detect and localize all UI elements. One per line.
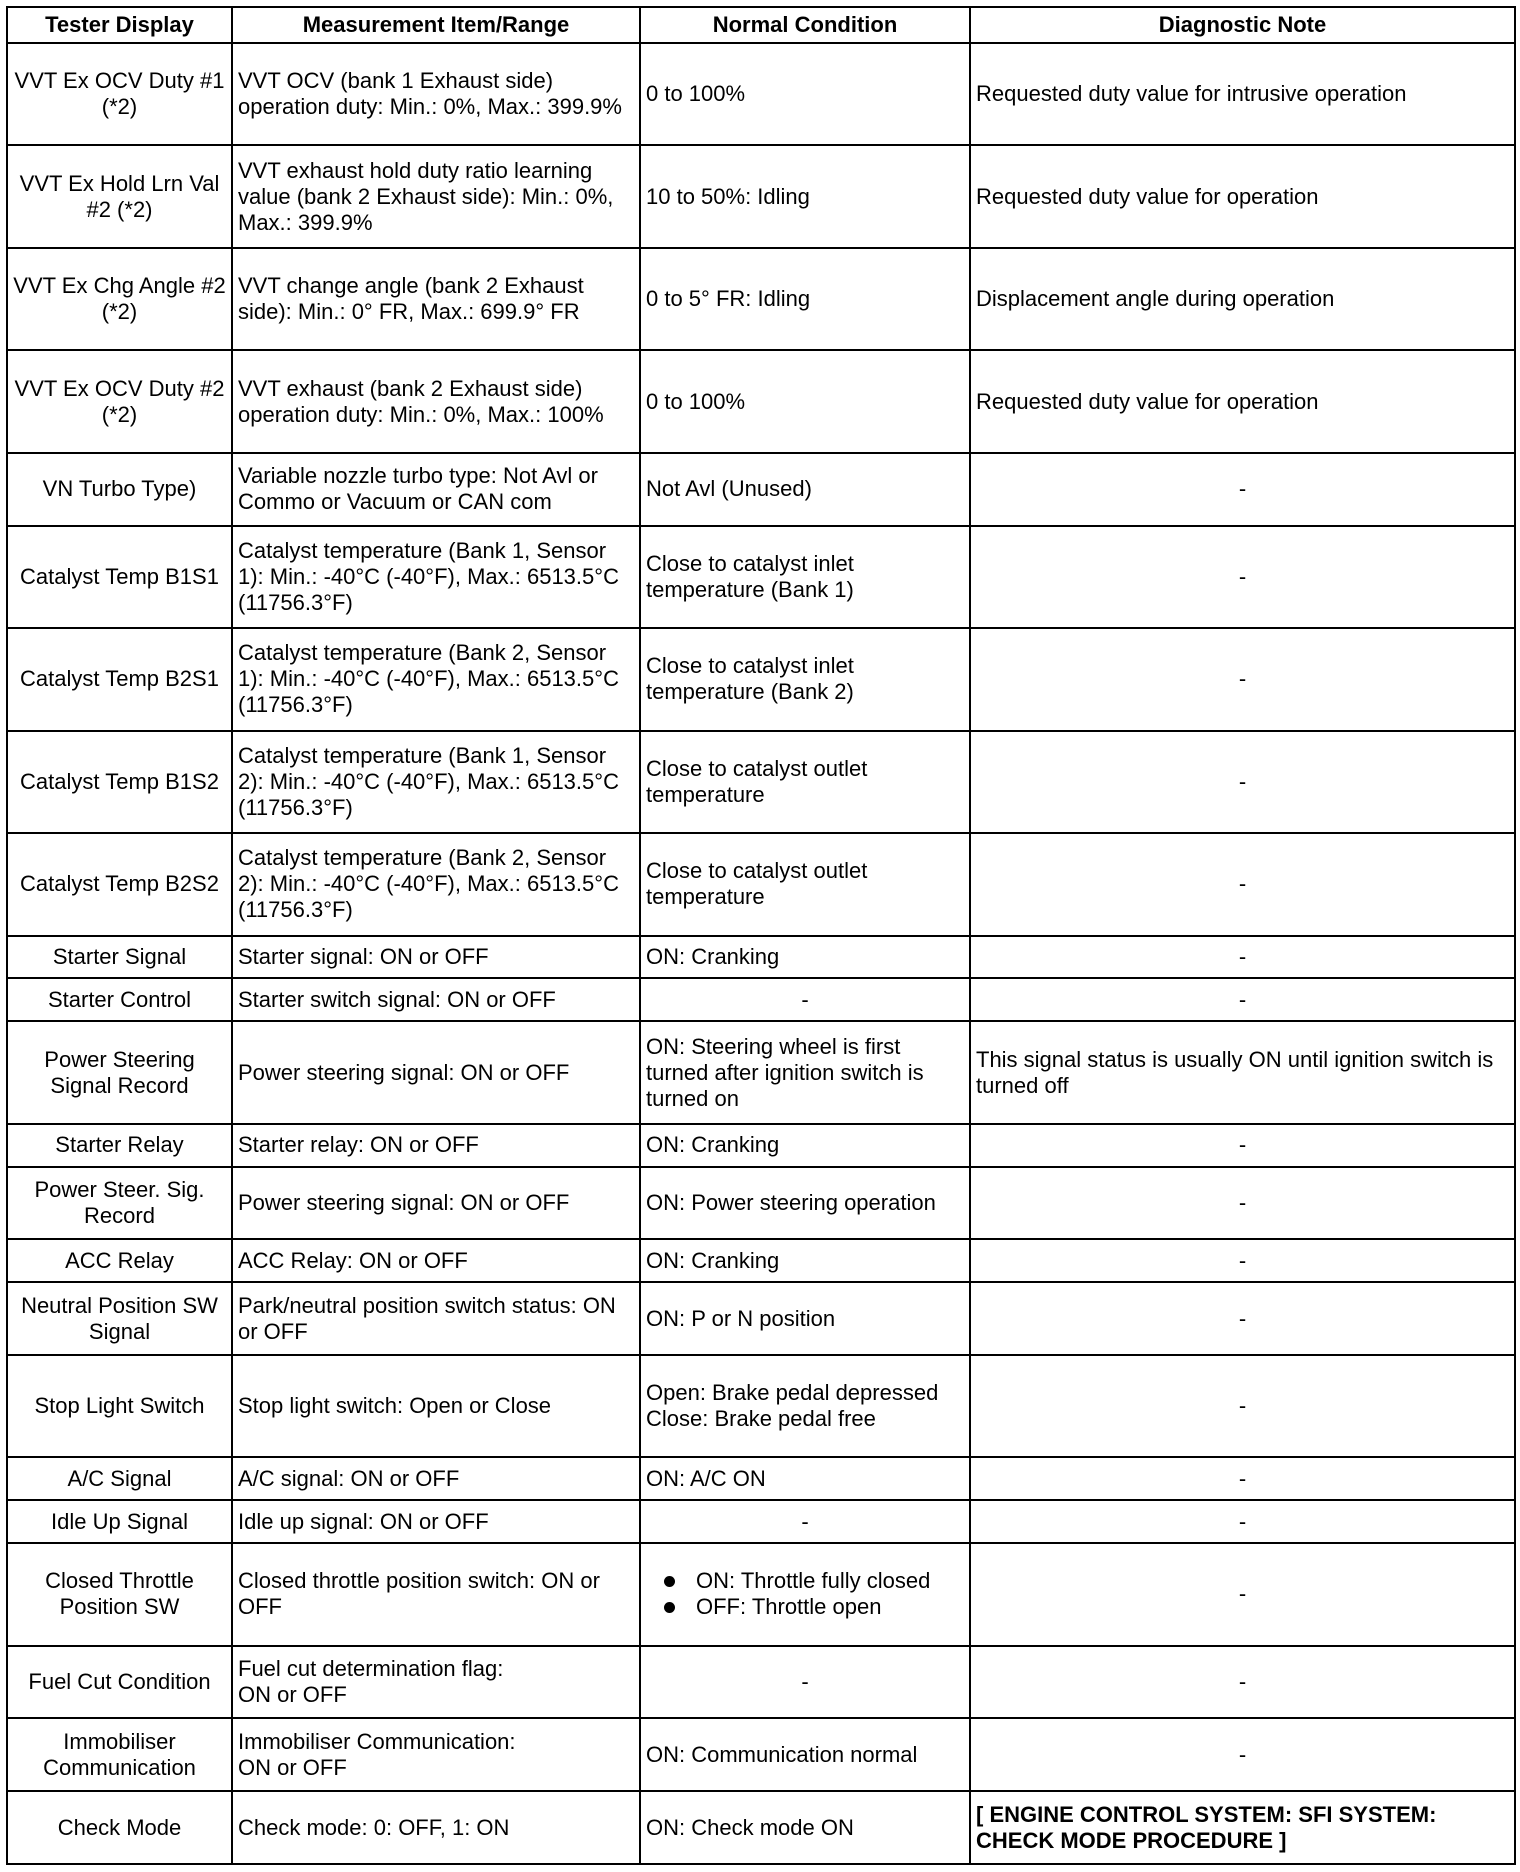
tester-display-cell: Catalyst Temp B2S1 — [7, 628, 232, 730]
diagnostic-note-cell: Requested duty value for operation — [970, 350, 1515, 452]
table-row — [7, 1791, 1515, 1864]
diagnostic-note-cell: [ ENGINE CONTROL SYSTEM: SFI SYSTEM: CHECK MODE PROCEDURE ] — [970, 1791, 1515, 1864]
normal-condition-cell: ON: Cranking — [640, 1124, 970, 1167]
diagnostic-note-cell: - — [970, 1355, 1515, 1457]
header-tester-display: Tester Display — [7, 7, 232, 43]
normal-condition-cell: - — [640, 1500, 970, 1543]
measurement-range-line: Fuel cut determination flag: — [238, 1656, 504, 1682]
table-row — [7, 1457, 1515, 1500]
tester-display-cell: Power Steer. Sig. Record — [7, 1167, 232, 1240]
table-row — [7, 628, 1515, 730]
measurement-range-cell: VVT change angle (bank 2 Exhaust side): Min.: 0° FR, Max.: 699.9° FR — [232, 248, 640, 350]
measurement-range-line: ON or OFF — [238, 1682, 347, 1708]
measurement-range-cell: Closed throttle position switch: ON or OFF — [232, 1543, 640, 1645]
measurement-range-cell: Variable nozzle turbo type: Not Avl or Commo or Vacuum or CAN com — [232, 453, 640, 526]
table-row — [7, 350, 1515, 452]
tester-display-cell: Neutral Position SW Signal — [7, 1282, 232, 1355]
bullet-dot-icon — [664, 1576, 675, 1587]
diagnostic-note-cell: - — [970, 453, 1515, 526]
table-row — [7, 526, 1515, 628]
diagnostic-note-cell: - — [970, 526, 1515, 628]
table-header-row — [7, 7, 1515, 43]
measurement-range-cell: Catalyst temperature (Bank 2, Sensor 2): Min.: -40°C (-40°F), Max.: 6513.5°C (11756.3°F) — [232, 833, 640, 935]
diagnostic-note-cell: Requested duty value for intrusive operation — [970, 43, 1515, 145]
measurement-range-cell: Starter signal: ON or OFF — [232, 936, 640, 979]
bullet-dot-icon — [664, 1602, 675, 1613]
table-row — [7, 1021, 1515, 1123]
tester-display-cell: Catalyst Temp B1S1 — [7, 526, 232, 628]
measurement-range-cell: Starter switch signal: ON or OFF — [232, 978, 640, 1021]
normal-condition-cell: Close to catalyst inlet temperature (Bank 2) — [640, 628, 970, 730]
diagnostic-note-cell: - — [970, 628, 1515, 730]
normal-condition-cell: 0 to 100% — [640, 350, 970, 452]
measurement-range-cell — [232, 1718, 640, 1791]
diagnostic-note-cell: - — [970, 1646, 1515, 1719]
diagnostic-note-cell: - — [970, 1167, 1515, 1240]
normal-condition-line: Open: Brake pedal depressed — [646, 1380, 939, 1406]
tester-display-cell: Power Steering Signal Record — [7, 1021, 232, 1123]
tester-display-cell: Fuel Cut Condition — [7, 1646, 232, 1719]
header-measurement-item-range: Measurement Item/Range — [232, 7, 640, 43]
tester-display-cell: VN Turbo Type) — [7, 453, 232, 526]
diagnostic-note-cell: - — [970, 1500, 1515, 1543]
table-body — [7, 43, 1515, 1864]
table-row — [7, 978, 1515, 1021]
diagnostic-note-cell: - — [970, 1239, 1515, 1282]
diagnostic-note-cell: Requested duty value for operation — [970, 145, 1515, 247]
diagnostic-note-cell: - — [970, 1124, 1515, 1167]
header-diagnostic-note: Diagnostic Note — [970, 7, 1515, 43]
tester-display-cell: A/C Signal — [7, 1457, 232, 1500]
tester-display-cell: Starter Relay — [7, 1124, 232, 1167]
diagnostic-note-cell: - — [970, 1718, 1515, 1791]
table-row — [7, 248, 1515, 350]
table-row — [7, 1239, 1515, 1282]
normal-condition-cell: ON: Check mode ON — [640, 1791, 970, 1864]
diagnostic-note-cell: - — [970, 978, 1515, 1021]
normal-condition-cell: - — [640, 1646, 970, 1719]
diagnostic-note-cell: - — [970, 1457, 1515, 1500]
measurement-range-cell: Park/neutral position switch status: ON or OFF — [232, 1282, 640, 1355]
normal-condition-cell: Not Avl (Unused) — [640, 453, 970, 526]
normal-condition-cell: Close to catalyst inlet temperature (Bank 1) — [640, 526, 970, 628]
diagnostic-note-cell: - — [970, 1543, 1515, 1645]
tester-display-cell: Catalyst Temp B1S2 — [7, 731, 232, 833]
header-normal-condition: Normal Condition — [640, 7, 970, 43]
diagnostic-note-cell: - — [970, 1282, 1515, 1355]
normal-condition-cell: 0 to 5° FR: Idling — [640, 248, 970, 350]
normal-condition-bullet — [696, 1594, 964, 1620]
normal-condition-cell: ON: Cranking — [640, 936, 970, 979]
measurement-range-cell — [232, 1646, 640, 1719]
normal-condition-cell: 0 to 100% — [640, 43, 970, 145]
table-row — [7, 1646, 1515, 1719]
tester-display-cell: Starter Control — [7, 978, 232, 1021]
measurement-range-cell: ACC Relay: ON or OFF — [232, 1239, 640, 1282]
measurement-range-line: ON or OFF — [238, 1754, 347, 1780]
normal-condition-line: Close: Brake pedal free — [646, 1406, 876, 1432]
bullet-text: OFF: Throttle open — [696, 1594, 882, 1620]
tester-display-cell: VVT Ex Hold Lrn Val #2 (*2) — [7, 145, 232, 247]
normal-condition-cell: Close to catalyst outlet temperature — [640, 731, 970, 833]
bullet-text: ON: Throttle fully closed — [696, 1568, 931, 1594]
tester-display-cell: Closed Throttle Position SW — [7, 1543, 232, 1645]
measurement-range-cell: Check mode: 0: OFF, 1: ON — [232, 1791, 640, 1864]
tester-display-cell: VVT Ex OCV Duty #2 (*2) — [7, 350, 232, 452]
normal-condition-cell: Close to catalyst outlet temperature — [640, 833, 970, 935]
normal-condition-cell — [640, 1543, 970, 1645]
tester-display-cell: Check Mode — [7, 1791, 232, 1864]
diagnostic-note-cell: - — [970, 936, 1515, 979]
tester-display-cell: Immobiliser Communication — [7, 1718, 232, 1791]
normal-condition-cell — [640, 1355, 970, 1457]
diagnostic-note-cell: - — [970, 731, 1515, 833]
table-row — [7, 833, 1515, 935]
table-row — [7, 1543, 1515, 1645]
measurement-range-cell: Catalyst temperature (Bank 1, Sensor 2): Min.: -40°C (-40°F), Max.: 6513.5°C (11756.3°F) — [232, 731, 640, 833]
diagnostic-note-cell: This signal status is usually ON until ignition switch is turned off — [970, 1021, 1515, 1123]
measurement-range-cell: Catalyst temperature (Bank 1, Sensor 1): Min.: -40°C (-40°F), Max.: 6513.5°C (11756.3°F) — [232, 526, 640, 628]
measurement-range-cell: VVT exhaust (bank 2 Exhaust side) operation duty: Min.: 0%, Max.: 100% — [232, 350, 640, 452]
measurement-range-line: Immobiliser Communication: — [238, 1728, 516, 1754]
normal-condition-cell: ON: A/C ON — [640, 1457, 970, 1500]
normal-condition-cell: ON: P or N position — [640, 1282, 970, 1355]
table-row — [7, 1500, 1515, 1543]
measurement-range-cell: Idle up signal: ON or OFF — [232, 1500, 640, 1543]
measurement-range-cell: Starter relay: ON or OFF — [232, 1124, 640, 1167]
measurement-range-cell: Power steering signal: ON or OFF — [232, 1167, 640, 1240]
table-row — [7, 453, 1515, 526]
table-row — [7, 43, 1515, 145]
table-row — [7, 1124, 1515, 1167]
measurement-range-cell: Catalyst temperature (Bank 2, Sensor 1): Min.: -40°C (-40°F), Max.: 6513.5°C (11756.3°F) — [232, 628, 640, 730]
table-row — [7, 1355, 1515, 1457]
table-row — [7, 936, 1515, 979]
table-row — [7, 145, 1515, 247]
normal-condition-cell: ON: Cranking — [640, 1239, 970, 1282]
normal-condition-cell: - — [640, 978, 970, 1021]
tester-display-cell: Stop Light Switch — [7, 1355, 232, 1457]
tester-display-cell: Idle Up Signal — [7, 1500, 232, 1543]
normal-condition-bullet — [696, 1568, 964, 1594]
tester-display-cell: Starter Signal — [7, 936, 232, 979]
normal-condition-bullet-list — [646, 1568, 964, 1620]
tester-display-cell: VVT Ex Chg Angle #2 (*2) — [7, 248, 232, 350]
diagnostic-note-cell: - — [970, 833, 1515, 935]
table-row — [7, 1282, 1515, 1355]
table-row — [7, 1167, 1515, 1240]
measurement-range-cell: VVT exhaust hold duty ratio learning value (bank 2 Exhaust side): Min.: 0%, Max.: 399.9% — [232, 145, 640, 247]
normal-condition-cell: ON: Steering wheel is first turned after ignition switch is turned on — [640, 1021, 970, 1123]
measurement-range-cell: Power steering signal: ON or OFF — [232, 1021, 640, 1123]
measurement-range-cell: A/C signal: ON or OFF — [232, 1457, 640, 1500]
normal-condition-cell: ON: Communication normal — [640, 1718, 970, 1791]
normal-condition-cell: ON: Power steering operation — [640, 1167, 970, 1240]
tester-display-table — [6, 6, 1516, 1865]
measurement-range-cell: VVT OCV (bank 1 Exhaust side) operation duty: Min.: 0%, Max.: 399.9% — [232, 43, 640, 145]
tester-display-cell: VVT Ex OCV Duty #1 (*2) — [7, 43, 232, 145]
normal-condition-cell: 10 to 50%: Idling — [640, 145, 970, 247]
measurement-range-cell: Stop light switch: Open or Close — [232, 1355, 640, 1457]
diagnostic-note-cell: Displacement angle during operation — [970, 248, 1515, 350]
tester-display-cell: ACC Relay — [7, 1239, 232, 1282]
table-row — [7, 1718, 1515, 1791]
table-row — [7, 731, 1515, 833]
tester-display-cell: Catalyst Temp B2S2 — [7, 833, 232, 935]
